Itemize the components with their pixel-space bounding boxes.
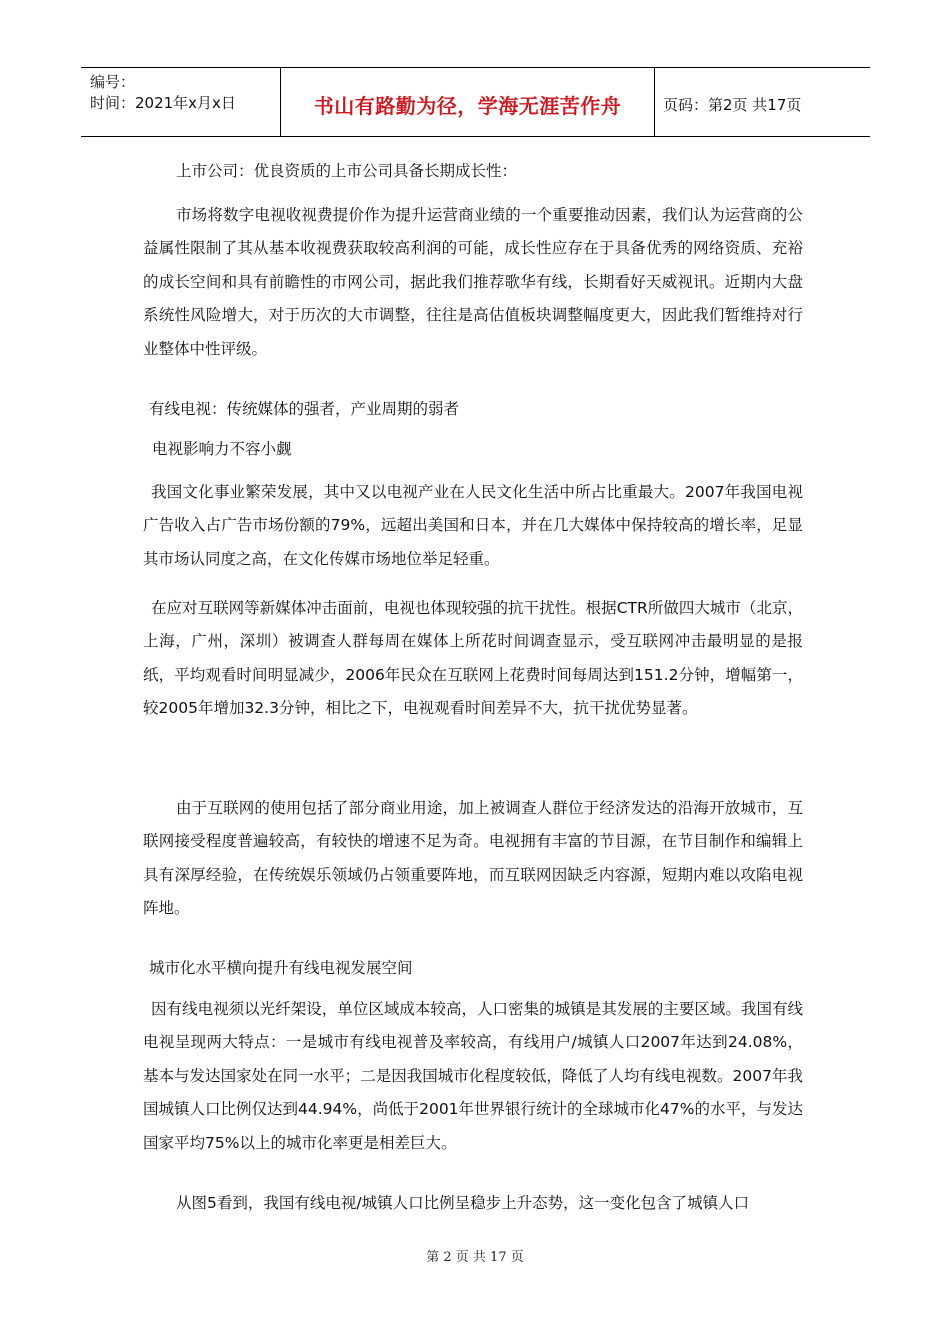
paragraph: 在应对互联网等新媒体冲击面前，电视也体现较强的抗干扰性。根据CTR所做四大城市（北京，上海，广州，深圳）被调查人群每周在媒体上所花时间调查显示，受互联网冲击最明显的是报纸，平均观看时间明显减少，2006年民众在互联网上花费时间每周达到151.2分钟，增幅第一，较2005年增加32.3分钟，相比之下，电视观看时间差异不大，抗干扰优势显著。 bbox=[143, 599, 803, 718]
paragraph: 我国文化事业繁荣发展，其中又以电视产业在人民文化生活中所占比重最大。2007年我国电视广告收入占广告市场份额的79%，远超出美国和日本，并在几大媒体中保持较高的增长率，足显其市场认同度之高，在文化传媒市场地位举足轻重。 bbox=[143, 483, 803, 568]
header-motto: 书山有路勤为径，学海无涯苦作舟 bbox=[281, 68, 655, 136]
header-number-label: 编号： bbox=[90, 73, 136, 91]
subsection-heading: 电视影响力不容小觑 bbox=[152, 440, 292, 458]
paragraph: 由于互联网的使用包括了部分商业用途，加上被调查人群位于经济发达的沿海开放城市，互联网接受程度普遍较高，有较快的增速不足为奇。电视拥有丰富的节目源，在节目制作和编辑上具有深厚经验，在传统娱乐领域仍占领重要阵地，而互联网因缺乏内容源，短期内难以攻陷电视阵地。 bbox=[143, 799, 803, 918]
paragraph: 上市公司：优良资质的上市公司具备长期成长性： bbox=[176, 162, 518, 180]
page-header bbox=[81, 67, 870, 137]
header-meta bbox=[81, 68, 281, 136]
section-heading: 有线电视：传统媒体的强者，产业周期的弱者 bbox=[149, 400, 460, 418]
paragraph: 因有线电视须以光纤架设，单位区域成本较高，人口密集的城镇是其发展的主要区域。我国有线电视呈现两大特点：一是城市有线电视普及率较高，有线用户/城镇人口2007年达到24.08%，基本与发达国家处在同一水平；二是因我国城市化程度较低，降低了人均有线电视数。2007年我国城镇人口比例仅达到44.94%，尚低于2001年世界银行统计的全球城市化47%的水平，与发达国家平均75%以上的城市化率更是相差巨大。 bbox=[143, 1000, 804, 1152]
header-page-label: 页码：第2页 共17页 bbox=[663, 95, 802, 114]
header-date-label: 时间：2021年x月x日 bbox=[90, 94, 236, 112]
paragraph: 市场将数字电视收视费提价作为提升运营商业绩的一个重要推动因素，我们认为运营商的公益属性限制了其从基本收视费获取较高利润的可能，成长性应存在于具备优秀的网络资质、充裕的成长空间和具有前瞻性的市网公司，据此我们推荐歌华有线，长期看好天威视讯。近期内大盘系统性风险增大，对于历次的大市调整，往往是高估值板块调整幅度更大，因此我们暂维持对行业整体中性评级。 bbox=[143, 206, 803, 358]
paragraph: 从图5看到，我国有线电视/城镇人口比例呈稳步上升态势，这一变化包含了城镇人口 bbox=[176, 1194, 750, 1212]
subsection-heading: 城市化水平横向提升有线电视发展空间 bbox=[149, 959, 413, 977]
page-footer: 第 2 页 共 17 页 bbox=[426, 1250, 524, 1265]
